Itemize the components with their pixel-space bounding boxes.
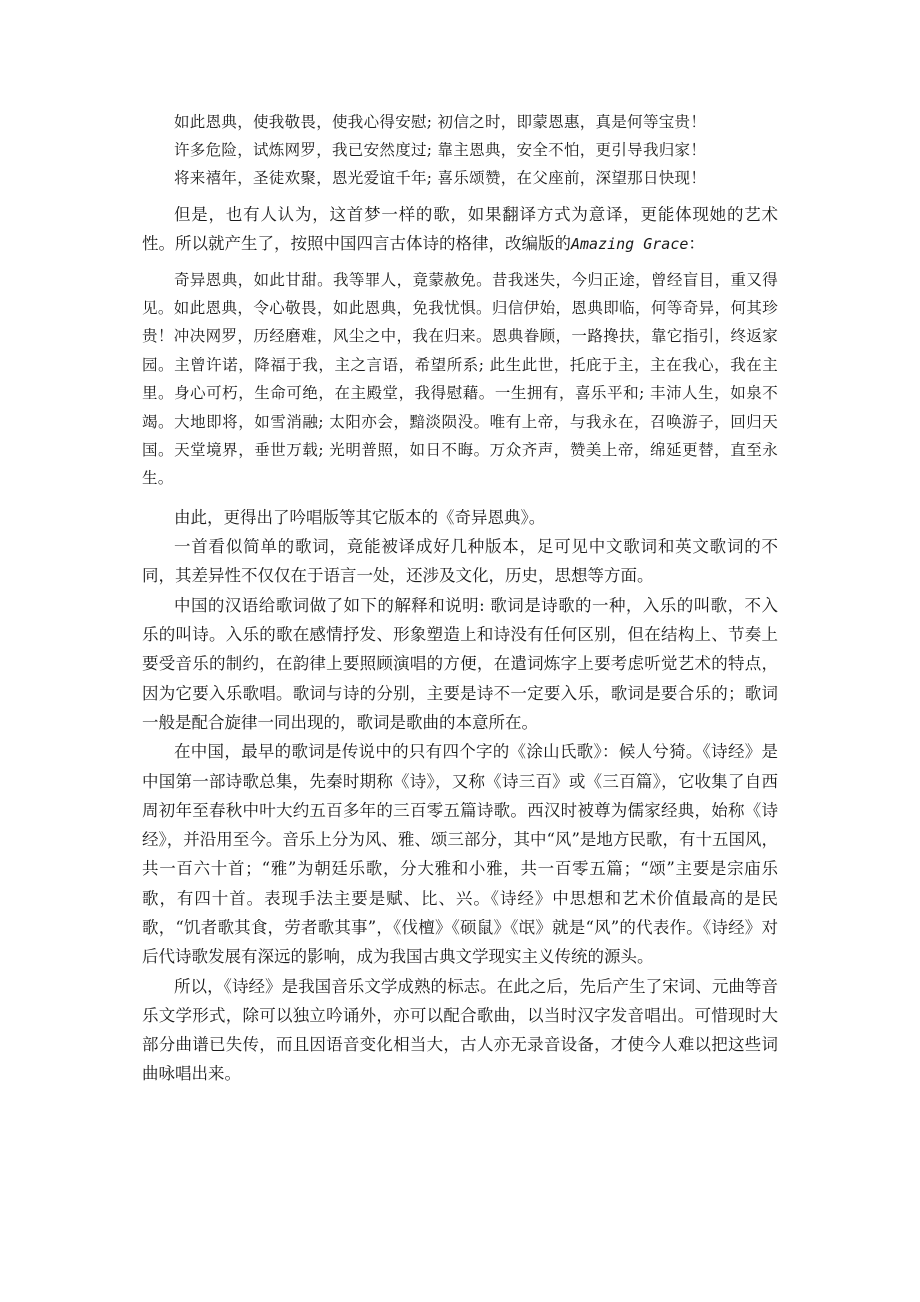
hymn-line: 将来禧年，圣徒欢聚，恩光爱谊千年; 喜乐颂赞，在父座前，深望那日快现！ (174, 169, 707, 187)
paragraph-conclusion: 所以，《诗经》是我国音乐文学成熟的标志。在此之后，先后产生了宋词、元曲等音乐文学形式，除可以独立吟诵外，亦可以配合歌曲，以当时汉字发音唱出。可惜现时大部分曲谱已失传，而且因语音变化相当大，古人亦无录音设备，才使今人难以把这些词曲咏唱出来。 (142, 976, 778, 1084)
intro-tail: ： (688, 234, 705, 254)
four-character-poem: 奇异恩典，如此甘甜。我等罪人，竟蒙赦免。昔我迷失，今归正途，曾经盲目，重又得见。如此恩典，令心敬畏，如此恩典，免我忧惧。归信伊始，恩典即临，何等奇异，何其珍贵！冲决网罗，历经磨难，风尘之中，我在归来。恩典眷顾，一路搀扶，靠它指引，终返家园。主曾许诺，降福于我，主之言语，希望所系; 此生此世，托庇于主，主在我心，我在主里。身心可朽，生命可绝，在主殿堂，我得慰藉。一生拥有，喜乐平和; 丰沛人生，如泉不竭。大地即将，如雪消融; 太阳亦会，黯淡陨没。唯有上帝，与我永在，召唤游子，回归天国。天堂境界，垂世万载; 光明普照，如日不晦。万众齐声，赞美上帝，绵延更替，直至永生。 (142, 270, 778, 488)
paragraph-versions: 由此，更得出了吟唱版等其它版本的《奇异恩典》。 (174, 507, 546, 527)
intro-text: 但是，也有人认为，这首梦一样的歌，如果翻译方式为意译，更能体现她的艺术性。所以就产生了，按照中国四言古体诗的格律，改编版的 (142, 205, 778, 254)
hymn-line: 许多危险，试炼网罗，我已安然度过; 靠主恩典，安全不怕，更引导我归家！ (174, 141, 707, 159)
hymn-verse-block (142, 108, 778, 192)
paragraph-shijing-history: 在中国，最早的歌词是传说中的只有四个字的《涂山氏歌》：候人兮猗。《诗经》是中国第一部诗歌总集，先秦时期称《诗》，又称《诗三百》或《三百篇》，它收集了自西周初年至春秋中叶大约五百多年的三百零五篇诗歌。西汉时被尊为儒家经典，始称《诗经》，并沿用至今。音乐上分为风、雅、颂三部分，其中“风”是地方民歌，有十五国风，共一百六十首；“雅”为朝廷乐歌，分大雅和小雅，共一百零五篇；“颂”主要是宗庙乐歌，有四十首。表现手法主要是赋、比、兴。《诗经》中思想和艺术价值最高的是民歌，“饥者歌其食，劳者歌其事”，《伐檀》《硕鼠》《氓》就是“风”的代表作。《诗经》对后代诗歌发展有深远的影响，成为我国古典文学现实主义传统的源头。 (142, 742, 778, 967)
paragraph-lyrics-definition: 中国的汉语给歌词做了如下的解释和说明: 歌词是诗歌的一种，入乐的叫歌，不入乐的叫诗。入乐的歌在感情抒发、形象塑造上和诗没有任何区别，但在结构上、节奏上要受音乐的制约，在韵律上要照顾演唱的方便，在遣词炼字上要考虑听觉艺术的特点，因为它要入乐歌唱。歌词与诗的分别，主要是诗不一定要入乐，歌词是要合乐的；歌词一般是配合旋律一同出现的，歌词是歌曲的本意所在。 (142, 595, 778, 732)
intro-paragraph (142, 200, 778, 260)
song-title-latin: Amazing Grace (571, 235, 689, 254)
hymn-line: 如此恩典，使我敬畏，使我心得安慰; 初信之时，即蒙恩惠，真是何等宝贵！ (174, 113, 707, 131)
document-page (142, 108, 778, 1089)
paragraph-differences: 一首看似简单的歌词，竟能被译成好几种版本，足可见中文歌词和英文歌词的不同，其差异性不仅仅在于语言一处，还涉及文化，历史，思想等方面。 (142, 537, 778, 586)
